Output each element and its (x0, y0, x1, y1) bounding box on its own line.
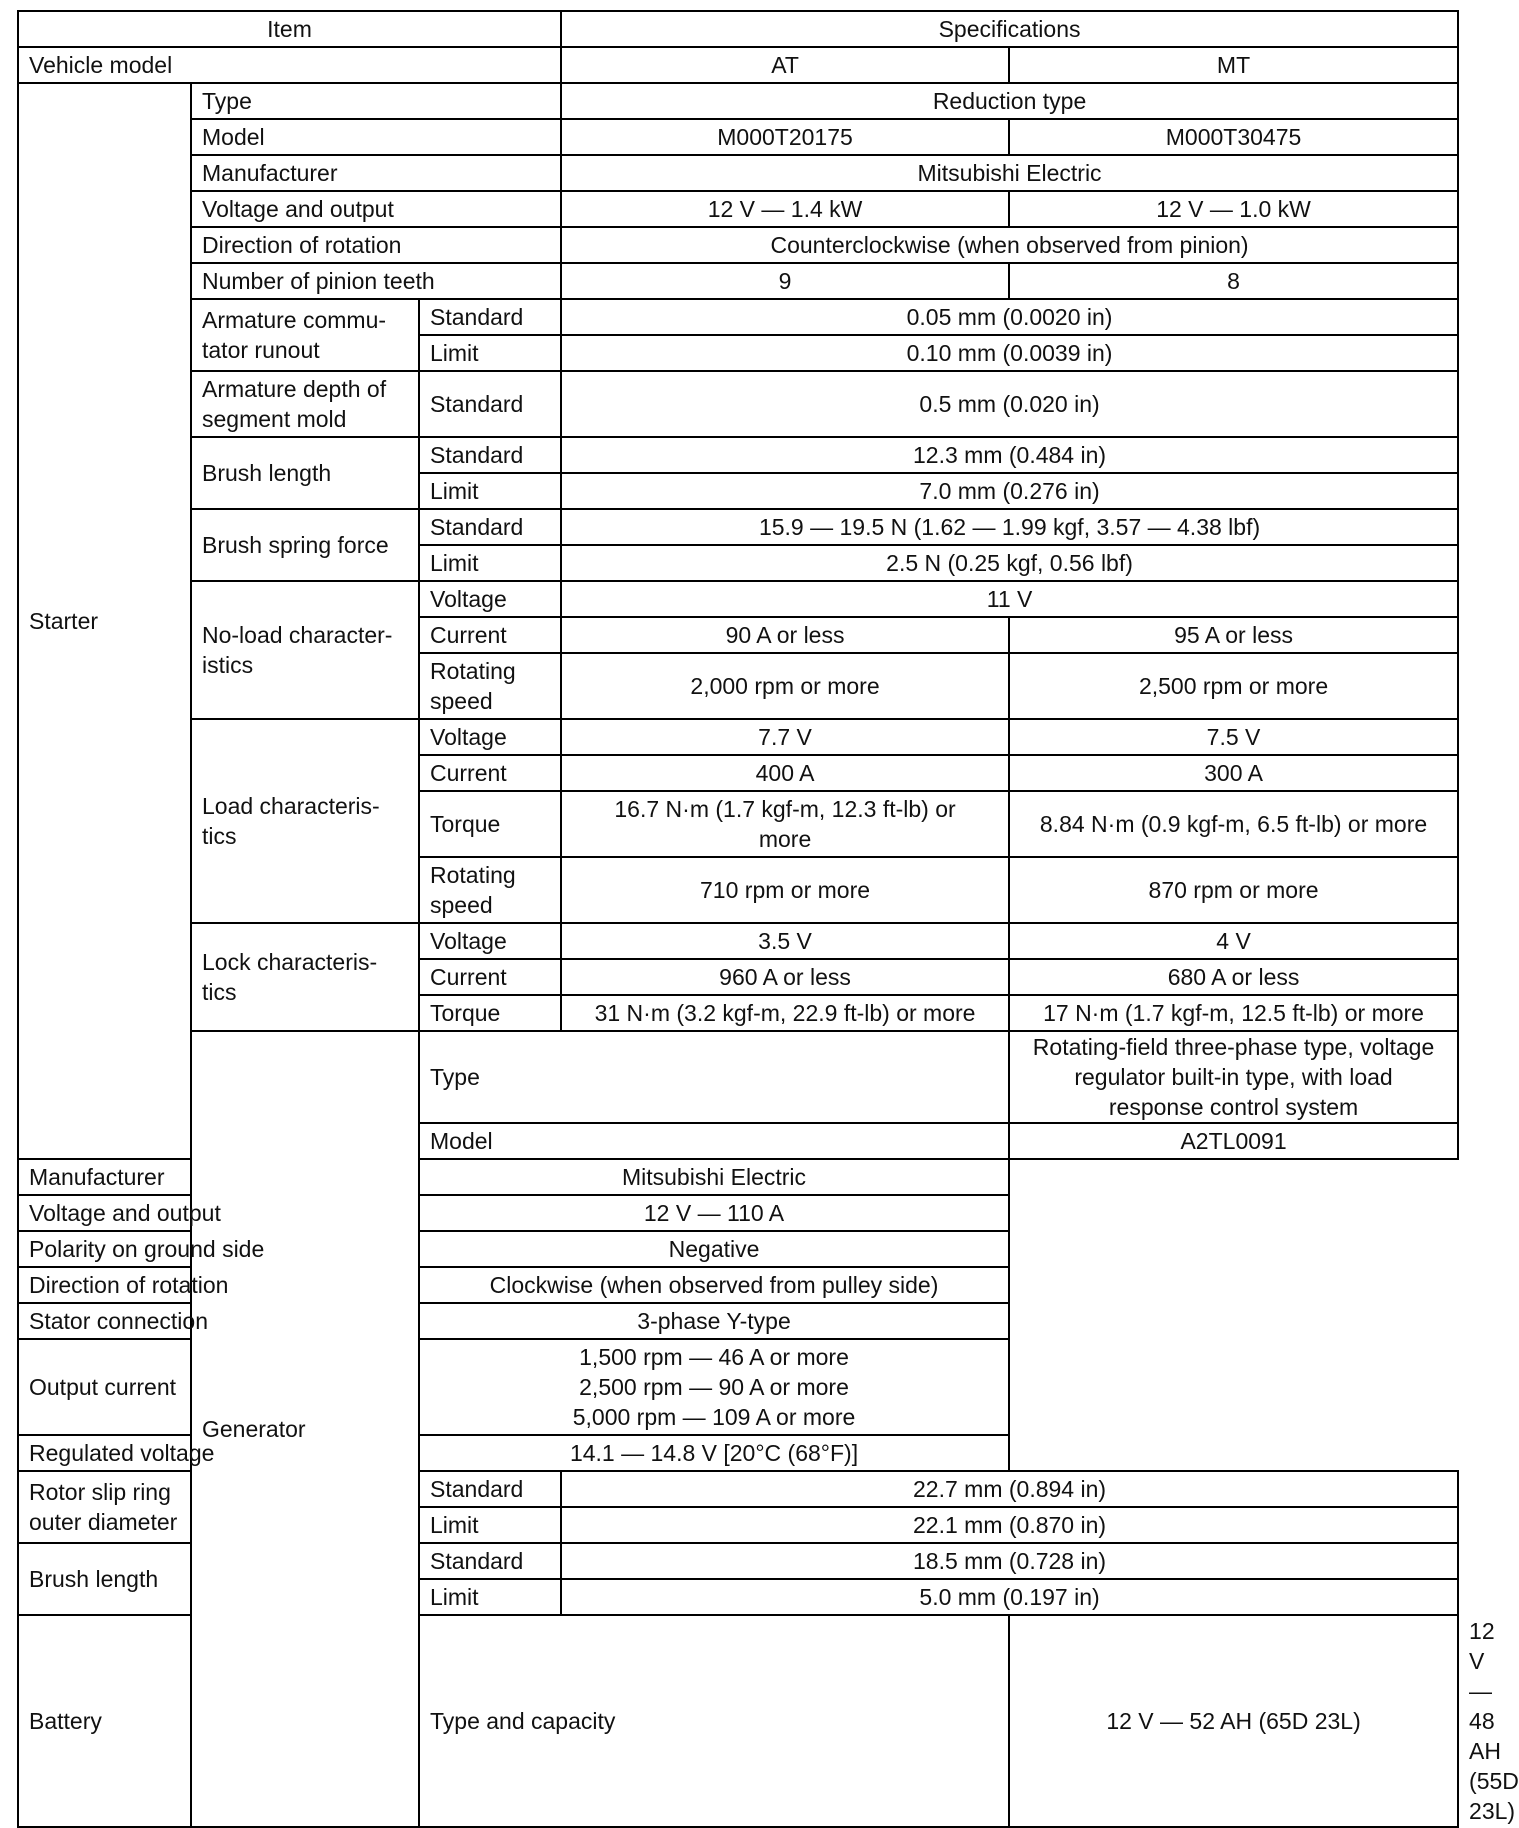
table-header-row (18, 11, 1458, 47)
starter-brush-length-standard-label: Standard (419, 437, 561, 473)
table-row (18, 263, 1458, 299)
table-row (18, 1267, 1458, 1303)
table-row (18, 437, 1458, 473)
no-load-speed-at: 2,000 rpm or more (561, 653, 1009, 719)
starter-pinion-teeth-at: 9 (561, 263, 1009, 299)
starter-brush-length-limit: 7.0 mm (0.276 in) (561, 473, 1458, 509)
generator-polarity-label: Polarity on ground side (18, 1231, 419, 1267)
starter-section-label: Starter (18, 83, 191, 1159)
starter-brush-length-limit-label: Limit (419, 473, 561, 509)
lock-torque-mt: 17 N·m (1.7 kgf-m, 12.5 ft-lb) or more (1009, 995, 1458, 1031)
generator-voltage-output-label: Voltage and output (18, 1195, 419, 1231)
starter-model-at: M000T20175 (561, 119, 1009, 155)
starter-voltage-output-label: Voltage and output (191, 191, 561, 227)
generator-stator-label: Stator connection (18, 1303, 419, 1339)
generator-output-current-label: Output current (18, 1339, 419, 1435)
battery-type-capacity-label: Type and capacity (419, 1615, 1009, 1827)
generator-brush-length-limit-label: Limit (419, 1579, 561, 1615)
no-load-voltage-label: Voltage (419, 581, 561, 617)
table-row (18, 191, 1458, 227)
battery-section-label: Battery (18, 1615, 191, 1827)
table-row (18, 1231, 1458, 1267)
starter-type-value: Reduction type (561, 83, 1458, 119)
table-row (18, 509, 1458, 545)
table-row (18, 719, 1458, 755)
generator-brush-length-label: Brush length (18, 1543, 191, 1615)
starter-direction-label: Direction of rotation (191, 227, 561, 263)
slip-ring-limit-label: Limit (419, 1507, 561, 1543)
lock-label-text: Lock characteris- tics (202, 949, 378, 1005)
generator-regulated-voltage-label: Regulated voltage (18, 1435, 419, 1471)
no-load-current-at: 90 A or less (561, 617, 1009, 653)
lock-voltage-mt: 4 V (1009, 923, 1458, 959)
slip-ring-label-text: Rotor slip ring outer diameter (29, 1479, 178, 1535)
load-speed-at: 710 rpm or more (561, 857, 1009, 923)
lock-label (191, 923, 419, 1031)
generator-polarity-value: Negative (419, 1231, 1009, 1267)
generator-direction-label: Direction of rotation (18, 1267, 419, 1303)
vehicle-model-row (18, 47, 1458, 83)
starter-voltage-output-mt: 12 V — 1.0 kW (1009, 191, 1458, 227)
lock-current-at: 960 A or less (561, 959, 1009, 995)
brush-spring-standard: 15.9 — 19.5 N (1.62 — 1.99 kgf, 3.57 — 4.38 lbf) (561, 509, 1458, 545)
table-row: Battery Type and capacity 12 V — 52 AH (65D 23L) 12 V — 48 AH (55D 23L) (18, 1615, 1458, 1827)
commutator-runout-label-text: Armature commu- tator runout (202, 307, 387, 363)
generator-manufacturer-value: Mitsubishi Electric (419, 1159, 1009, 1195)
generator-manufacturer-label: Manufacturer (18, 1159, 419, 1195)
vehicle-model-label: Vehicle model (18, 47, 561, 83)
commutator-runout-limit: 0.10 mm (0.0039 in) (561, 335, 1458, 371)
generator-voltage-output-value: 12 V — 110 A (419, 1195, 1009, 1231)
segment-mold-standard: 0.5 mm (0.020 in) (561, 371, 1458, 437)
slip-ring-limit: 22.1 mm (0.870 in) (561, 1507, 1458, 1543)
lock-voltage-label: Voltage (419, 923, 561, 959)
lock-current-label: Current (419, 959, 561, 995)
specifications-table (17, 10, 1519, 1828)
load-current-at: 400 A (561, 755, 1009, 791)
generator-type-value (1009, 1031, 1458, 1123)
table-row (18, 119, 1458, 155)
table-row (18, 299, 1458, 335)
table-row (18, 1195, 1458, 1231)
table-row (18, 581, 1458, 617)
lock-torque-at: 31 N·m (3.2 kgf-m, 22.9 ft-lb) or more (561, 995, 1009, 1031)
starter-model-mt: M000T30475 (1009, 119, 1458, 155)
table-row (18, 1303, 1458, 1339)
no-load-speed-label (419, 653, 561, 719)
generator-type-value-text: Rotating-field three-phase type, voltage regulator built-in type, with load response control system (1032, 1034, 1435, 1120)
commutator-runout-limit-label: Limit (419, 335, 561, 371)
commutator-runout-standard-label: Standard (419, 299, 561, 335)
starter-pinion-teeth-mt: 8 (1009, 263, 1458, 299)
segment-mold-label (191, 371, 419, 437)
segment-mold-label-text: Armature depth of segment mold (202, 376, 387, 432)
starter-voltage-output-at: 12 V — 1.4 kW (561, 191, 1009, 227)
battery-type-capacity-at: 12 V — 52 AH (65D 23L) (1009, 1615, 1458, 1827)
generator-brush-length-limit: 5.0 mm (0.197 in) (561, 1579, 1458, 1615)
no-load-voltage: 11 V (561, 581, 1458, 617)
no-load-current-mt: 95 A or less (1009, 617, 1458, 653)
load-torque-label: Torque (419, 791, 561, 857)
slip-ring-label (18, 1471, 191, 1543)
starter-type-label: Type (191, 83, 561, 119)
no-load-current-label: Current (419, 617, 561, 653)
brush-spring-standard-label: Standard (419, 509, 561, 545)
slip-ring-standard: 22.7 mm (0.894 in) (561, 1471, 1458, 1507)
load-torque-at (561, 791, 1009, 857)
table-row (18, 1159, 1458, 1195)
table-row (18, 371, 1458, 437)
load-speed-label-text: Rotating speed (430, 862, 516, 918)
segment-mold-standard-label: Standard (419, 371, 561, 437)
lock-voltage-at: 3.5 V (561, 923, 1009, 959)
starter-brush-length-label: Brush length (191, 437, 419, 509)
no-load-speed-mt: 2,500 rpm or more (1009, 653, 1458, 719)
load-speed-mt: 870 rpm or more (1009, 857, 1458, 923)
generator-brush-length-standard-label: Standard (419, 1543, 561, 1579)
load-label (191, 719, 419, 923)
generator-stator-value: 3-phase Y-type (419, 1303, 1009, 1339)
no-load-speed-label-text: Rotating speed (430, 658, 516, 714)
brush-spring-limit-label: Limit (419, 545, 561, 581)
load-voltage-at: 7.7 V (561, 719, 1009, 755)
brush-spring-label: Brush spring force (191, 509, 419, 581)
generator-direction-value: Clockwise (when observed from pulley side) (419, 1267, 1009, 1303)
generator-output-current-value (419, 1339, 1009, 1435)
table-row (18, 923, 1458, 959)
lock-torque-label: Torque (419, 995, 561, 1031)
vehicle-model-at: AT (561, 47, 1009, 83)
no-load-label (191, 581, 419, 719)
commutator-runout-standard: 0.05 mm (0.0020 in) (561, 299, 1458, 335)
load-voltage-mt: 7.5 V (1009, 719, 1458, 755)
commutator-runout-label (191, 299, 419, 371)
table-row (18, 1031, 1458, 1123)
starter-model-label: Model (191, 119, 561, 155)
load-torque-at-text: 16.7 N·m (1.7 kgf-m, 12.3 ft-lb) or more (614, 796, 956, 852)
starter-brush-length-standard: 12.3 mm (0.484 in) (561, 437, 1458, 473)
load-label-text: Load characteris- tics (202, 793, 380, 849)
load-current-label: Current (419, 755, 561, 791)
load-current-mt: 300 A (1009, 755, 1458, 791)
item-header: Item (18, 11, 561, 47)
table-row (18, 83, 1458, 119)
no-load-label-text: No-load character- istics (202, 622, 393, 678)
generator-model-value: A2TL0091 (1009, 1123, 1458, 1159)
generator-brush-length-standard: 18.5 mm (0.728 in) (561, 1543, 1458, 1579)
specifications-header: Specifications (561, 11, 1458, 47)
load-voltage-label: Voltage (419, 719, 561, 755)
starter-pinion-teeth-label: Number of pinion teeth (191, 263, 561, 299)
load-speed-label (419, 857, 561, 923)
table-row (18, 227, 1458, 263)
generator-section-label: Generator (191, 1031, 419, 1827)
starter-manufacturer-label: Manufacturer (191, 155, 561, 191)
slip-ring-standard-label: Standard (419, 1471, 561, 1507)
brush-spring-limit: 2.5 N (0.25 kgf, 0.56 lbf) (561, 545, 1458, 581)
generator-type-label: Type (419, 1031, 1009, 1123)
generator-regulated-voltage-value: 14.1 — 14.8 V [20°C (68°F)] (419, 1435, 1009, 1471)
starter-direction-value: Counterclockwise (when observed from pinion) (561, 227, 1458, 263)
starter-manufacturer-value: Mitsubishi Electric (561, 155, 1458, 191)
table-row (18, 155, 1458, 191)
generator-model-label: Model (419, 1123, 1009, 1159)
load-torque-mt: 8.84 N·m (0.9 kgf-m, 6.5 ft-lb) or more (1009, 791, 1458, 857)
lock-current-mt: 680 A or less (1009, 959, 1458, 995)
generator-output-current-text: 1,500 rpm — 46 A or more 2,500 rpm — 90 A or more 5,000 rpm — 109 A or more (572, 1344, 856, 1430)
vehicle-model-mt: MT (1009, 47, 1458, 83)
